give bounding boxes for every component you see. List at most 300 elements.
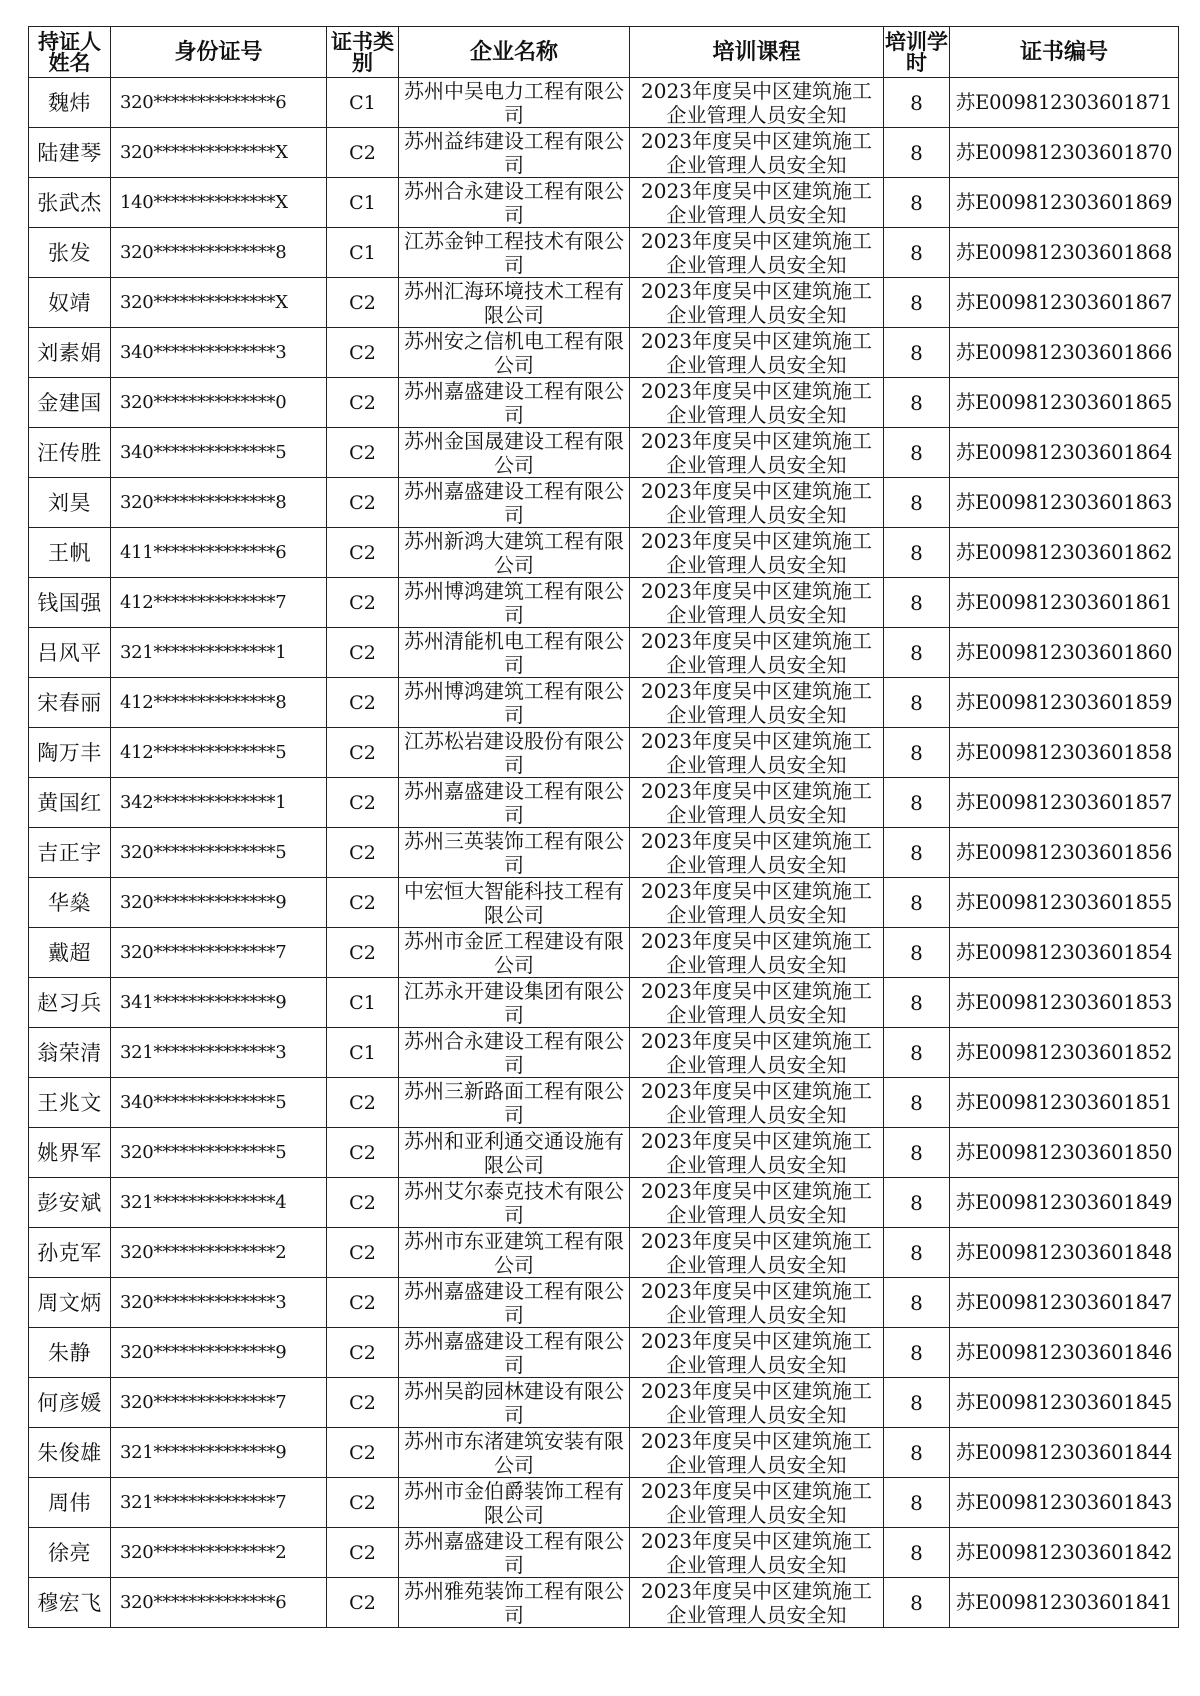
id-number-cell: 321**************9 — [111, 1428, 327, 1478]
cert-class-cell: C2 — [327, 1078, 399, 1128]
company-cell — [399, 528, 630, 578]
course-cell — [630, 378, 884, 428]
company-text: 苏州中吴电力工程有限公司 — [404, 79, 624, 127]
course-text: 2023年度吴中区建筑施工企业管理人员安全知 — [641, 1179, 872, 1227]
hours-cell: 8 — [884, 1378, 950, 1428]
course-text: 2023年度吴中区建筑施工企业管理人员安全知 — [641, 379, 872, 427]
company-cell — [399, 1578, 630, 1628]
id-number-cell: 320**************3 — [111, 1278, 327, 1328]
company-cell — [399, 878, 630, 928]
course-text: 2023年度吴中区建筑施工企业管理人员安全知 — [641, 1479, 872, 1527]
course-text: 2023年度吴中区建筑施工企业管理人员安全知 — [641, 1279, 872, 1327]
hours-cell: 8 — [884, 1528, 950, 1578]
company-text: 江苏永开建设集团有限公司 — [404, 979, 624, 1027]
header-cert-class: 证书类别 — [327, 27, 399, 78]
hours-cell: 8 — [884, 728, 950, 778]
course-cell — [630, 1478, 884, 1528]
cert-class-cell: C2 — [327, 1328, 399, 1378]
company-text: 江苏金钟工程技术有限公司 — [404, 229, 624, 277]
company-cell — [399, 578, 630, 628]
company-text: 苏州吴韵园林建设有限公司 — [404, 1379, 624, 1427]
cert-number-cell: 苏E009812303601861 — [950, 578, 1179, 628]
hours-cell: 8 — [884, 978, 950, 1028]
cert-number-cell: 苏E009812303601843 — [950, 1478, 1179, 1528]
table-row — [29, 1178, 1179, 1228]
company-cell — [399, 278, 630, 328]
cert-class-cell: C2 — [327, 1128, 399, 1178]
hours-cell: 8 — [884, 228, 950, 278]
table-row — [29, 1428, 1179, 1478]
holder-name-cell: 徐亮 — [29, 1528, 111, 1578]
table-row — [29, 428, 1179, 478]
company-text: 苏州益纬建设工程有限公司 — [404, 129, 624, 177]
cert-number-cell: 苏E009812303601852 — [950, 1028, 1179, 1078]
company-text: 苏州嘉盛建设工程有限公司 — [404, 779, 624, 827]
company-text: 苏州市东渚建筑安装有限公司 — [404, 1429, 624, 1477]
hours-cell: 8 — [884, 1178, 950, 1228]
holder-name-cell: 朱静 — [29, 1328, 111, 1378]
cert-class-cell: C2 — [327, 1478, 399, 1528]
id-number-cell: 340**************5 — [111, 1078, 327, 1128]
cert-number-cell: 苏E009812303601845 — [950, 1378, 1179, 1428]
id-number-cell: 321**************7 — [111, 1478, 327, 1528]
hours-cell: 8 — [884, 628, 950, 678]
cert-number-cell: 苏E009812303601849 — [950, 1178, 1179, 1228]
course-cell — [630, 128, 884, 178]
table-row — [29, 1228, 1179, 1278]
cert-number-cell: 苏E009812303601863 — [950, 478, 1179, 528]
course-text: 2023年度吴中区建筑施工企业管理人员安全知 — [641, 1029, 872, 1077]
hours-cell: 8 — [884, 378, 950, 428]
table-row — [29, 1578, 1179, 1628]
id-number-cell: 412**************5 — [111, 728, 327, 778]
course-cell — [630, 278, 884, 328]
header-row — [29, 27, 1179, 78]
holder-name-cell: 宋春丽 — [29, 678, 111, 728]
course-cell — [630, 1228, 884, 1278]
course-text: 2023年度吴中区建筑施工企业管理人员安全知 — [641, 829, 872, 877]
course-cell — [630, 878, 884, 928]
id-number-cell: 320**************8 — [111, 478, 327, 528]
company-text: 苏州合永建设工程有限公司 — [404, 1029, 624, 1077]
company-cell — [399, 178, 630, 228]
course-text: 2023年度吴中区建筑施工企业管理人员安全知 — [641, 679, 872, 727]
id-number-cell: 320**************5 — [111, 1128, 327, 1178]
company-cell — [399, 1028, 630, 1078]
cert-number-cell: 苏E009812303601854 — [950, 928, 1179, 978]
company-text: 苏州雅苑装饰工程有限公司 — [404, 1579, 624, 1627]
cert-class-cell: C2 — [327, 1278, 399, 1328]
holder-name-cell: 钱国强 — [29, 578, 111, 628]
id-number-cell: 341**************9 — [111, 978, 327, 1028]
table-row — [29, 728, 1179, 778]
cert-number-cell: 苏E009812303601855 — [950, 878, 1179, 928]
holder-name-cell: 吉正宇 — [29, 828, 111, 878]
holder-name-cell: 魏炜 — [29, 78, 111, 128]
id-number-cell: 320**************9 — [111, 1328, 327, 1378]
holder-name-cell: 张发 — [29, 228, 111, 278]
holder-name-cell: 华燊 — [29, 878, 111, 928]
table-row — [29, 678, 1179, 728]
id-number-cell: 340**************5 — [111, 428, 327, 478]
course-cell — [630, 228, 884, 278]
table-row — [29, 578, 1179, 628]
course-cell — [630, 1428, 884, 1478]
table-row — [29, 1078, 1179, 1128]
cert-class-cell: C2 — [327, 1428, 399, 1478]
company-cell — [399, 1478, 630, 1528]
id-number-cell: 320**************X — [111, 128, 327, 178]
header-course: 培训课程 — [630, 27, 884, 78]
company-cell — [399, 778, 630, 828]
id-number-cell: 321**************1 — [111, 628, 327, 678]
cert-number-cell: 苏E009812303601864 — [950, 428, 1179, 478]
id-number-cell: 320**************9 — [111, 878, 327, 928]
table-row — [29, 1528, 1179, 1578]
course-cell — [630, 828, 884, 878]
course-text: 2023年度吴中区建筑施工企业管理人员安全知 — [641, 1229, 872, 1277]
cert-class-cell: C2 — [327, 1528, 399, 1578]
cert-number-cell: 苏E009812303601870 — [950, 128, 1179, 178]
course-text: 2023年度吴中区建筑施工企业管理人员安全知 — [641, 129, 872, 177]
table-row — [29, 928, 1179, 978]
course-cell — [630, 678, 884, 728]
cert-number-cell: 苏E009812303601858 — [950, 728, 1179, 778]
course-text: 2023年度吴中区建筑施工企业管理人员安全知 — [641, 229, 872, 277]
table-row — [29, 1378, 1179, 1428]
course-text: 2023年度吴中区建筑施工企业管理人员安全知 — [641, 529, 872, 577]
holder-name-cell: 王兆文 — [29, 1078, 111, 1128]
cert-number-cell: 苏E009812303601865 — [950, 378, 1179, 428]
course-text: 2023年度吴中区建筑施工企业管理人员安全知 — [641, 1379, 872, 1427]
company-cell — [399, 478, 630, 528]
cert-class-cell: C2 — [327, 1228, 399, 1278]
header-id-number: 身份证号 — [111, 27, 327, 78]
cert-class-cell: C2 — [327, 828, 399, 878]
id-number-cell: 320**************2 — [111, 1528, 327, 1578]
company-cell — [399, 328, 630, 378]
company-text: 苏州金国晟建设工程有限公司 — [404, 429, 624, 477]
company-cell — [399, 1378, 630, 1428]
cert-number-cell: 苏E009812303601844 — [950, 1428, 1179, 1478]
course-cell — [630, 1128, 884, 1178]
cert-number-cell: 苏E009812303601841 — [950, 1578, 1179, 1628]
hours-cell: 8 — [884, 1278, 950, 1328]
company-cell — [399, 428, 630, 478]
cert-class-cell: C1 — [327, 78, 399, 128]
company-cell — [399, 378, 630, 428]
course-cell — [630, 978, 884, 1028]
hours-cell: 8 — [884, 328, 950, 378]
course-text: 2023年度吴中区建筑施工企业管理人员安全知 — [641, 579, 872, 627]
course-cell — [630, 778, 884, 828]
company-cell — [399, 1078, 630, 1128]
cert-class-cell: C1 — [327, 228, 399, 278]
cert-class-cell: C2 — [327, 678, 399, 728]
company-text: 苏州嘉盛建设工程有限公司 — [404, 1329, 624, 1377]
course-cell — [630, 1278, 884, 1328]
holder-name-cell: 周文炳 — [29, 1278, 111, 1328]
company-text: 苏州博鸿建筑工程有限公司 — [404, 679, 624, 727]
course-cell — [630, 178, 884, 228]
hours-cell: 8 — [884, 78, 950, 128]
holder-name-cell: 朱俊雄 — [29, 1428, 111, 1478]
holder-name-cell: 奴靖 — [29, 278, 111, 328]
cert-class-cell: C2 — [327, 128, 399, 178]
hours-cell: 8 — [884, 1128, 950, 1178]
cert-class-cell: C2 — [327, 528, 399, 578]
company-text: 苏州博鸿建筑工程有限公司 — [404, 579, 624, 627]
holder-name-cell: 穆宏飞 — [29, 1578, 111, 1628]
hours-cell: 8 — [884, 1478, 950, 1528]
course-cell — [630, 78, 884, 128]
course-text: 2023年度吴中区建筑施工企业管理人员安全知 — [641, 1429, 872, 1477]
header-cert-number: 证书编号 — [950, 27, 1179, 78]
cert-class-cell: C2 — [327, 1578, 399, 1628]
table-row — [29, 328, 1179, 378]
holder-name-cell: 戴超 — [29, 928, 111, 978]
course-text: 2023年度吴中区建筑施工企业管理人员安全知 — [641, 779, 872, 827]
company-text: 苏州艾尔泰克技术有限公司 — [404, 1179, 624, 1227]
hours-cell: 8 — [884, 1578, 950, 1628]
holder-name-cell: 翁荣清 — [29, 1028, 111, 1078]
company-cell — [399, 1528, 630, 1578]
cert-number-cell: 苏E009812303601862 — [950, 528, 1179, 578]
course-cell — [630, 1578, 884, 1628]
course-text: 2023年度吴中区建筑施工企业管理人员安全知 — [641, 929, 872, 977]
cert-class-cell: C2 — [327, 878, 399, 928]
course-cell — [630, 328, 884, 378]
cert-class-cell: C2 — [327, 1178, 399, 1228]
cert-class-cell: C2 — [327, 728, 399, 778]
cert-number-cell: 苏E009812303601866 — [950, 328, 1179, 378]
cert-number-cell: 苏E009812303601851 — [950, 1078, 1179, 1128]
holder-name-cell: 姚界军 — [29, 1128, 111, 1178]
company-cell — [399, 128, 630, 178]
table-row — [29, 478, 1179, 528]
cert-number-cell: 苏E009812303601867 — [950, 278, 1179, 328]
company-text: 苏州嘉盛建设工程有限公司 — [404, 479, 624, 527]
company-cell — [399, 1128, 630, 1178]
company-cell — [399, 928, 630, 978]
course-cell — [630, 628, 884, 678]
id-number-cell: 321**************3 — [111, 1028, 327, 1078]
hours-cell: 8 — [884, 478, 950, 528]
id-number-cell: 320**************7 — [111, 1378, 327, 1428]
course-cell — [630, 428, 884, 478]
table-row — [29, 378, 1179, 428]
table-row — [29, 828, 1179, 878]
company-cell — [399, 1428, 630, 1478]
holder-name-cell: 何彦媛 — [29, 1378, 111, 1428]
id-number-cell: 412**************7 — [111, 578, 327, 628]
hours-cell: 8 — [884, 128, 950, 178]
hours-cell: 8 — [884, 828, 950, 878]
hours-cell: 8 — [884, 578, 950, 628]
cert-number-cell: 苏E009812303601868 — [950, 228, 1179, 278]
cert-number-cell: 苏E009812303601871 — [950, 78, 1179, 128]
company-text: 苏州三英装饰工程有限公司 — [404, 829, 624, 877]
course-text: 2023年度吴中区建筑施工企业管理人员安全知 — [641, 979, 872, 1027]
certificate-list-sheet — [28, 26, 1178, 1646]
company-text: 苏州汇海环境技术工程有限公司 — [404, 279, 624, 327]
holder-name-cell: 刘昊 — [29, 478, 111, 528]
company-cell — [399, 628, 630, 678]
cert-number-cell: 苏E009812303601850 — [950, 1128, 1179, 1178]
course-text: 2023年度吴中区建筑施工企业管理人员安全知 — [641, 729, 872, 777]
cert-number-cell: 苏E009812303601847 — [950, 1278, 1179, 1328]
course-text: 2023年度吴中区建筑施工企业管理人员安全知 — [641, 479, 872, 527]
company-cell — [399, 1278, 630, 1328]
holder-name-cell: 周伟 — [29, 1478, 111, 1528]
course-cell — [630, 1078, 884, 1128]
table-row — [29, 778, 1179, 828]
table-row — [29, 1128, 1179, 1178]
table-row — [29, 878, 1179, 928]
id-number-cell: 340**************3 — [111, 328, 327, 378]
holder-name-cell: 赵习兵 — [29, 978, 111, 1028]
cert-class-cell: C2 — [327, 1378, 399, 1428]
course-cell — [630, 1528, 884, 1578]
id-number-cell: 320**************5 — [111, 828, 327, 878]
hours-cell: 8 — [884, 1328, 950, 1378]
table-row — [29, 278, 1179, 328]
id-number-cell: 320**************0 — [111, 378, 327, 428]
id-number-cell: 321**************4 — [111, 1178, 327, 1228]
company-text: 苏州嘉盛建设工程有限公司 — [404, 379, 624, 427]
cert-class-cell: C1 — [327, 178, 399, 228]
cert-number-cell: 苏E009812303601848 — [950, 1228, 1179, 1278]
company-text: 苏州新鸿大建筑工程有限公司 — [404, 529, 624, 577]
hours-cell: 8 — [884, 1428, 950, 1478]
course-text: 2023年度吴中区建筑施工企业管理人员安全知 — [641, 79, 872, 127]
cert-number-cell: 苏E009812303601860 — [950, 628, 1179, 678]
company-text: 苏州市东亚建筑工程有限公司 — [404, 1229, 624, 1277]
hours-cell: 8 — [884, 1228, 950, 1278]
hours-cell: 8 — [884, 1078, 950, 1128]
course-text: 2023年度吴中区建筑施工企业管理人员安全知 — [641, 1529, 872, 1577]
company-text: 苏州嘉盛建设工程有限公司 — [404, 1529, 624, 1577]
holder-name-cell: 刘素娟 — [29, 328, 111, 378]
company-text: 苏州市金伯爵装饰工程有限公司 — [404, 1479, 624, 1527]
id-number-cell: 412**************8 — [111, 678, 327, 728]
table-row — [29, 78, 1179, 128]
course-text: 2023年度吴中区建筑施工企业管理人员安全知 — [641, 1329, 872, 1377]
company-cell — [399, 1228, 630, 1278]
company-text: 苏州安之信机电工程有限公司 — [404, 329, 624, 377]
course-text: 2023年度吴中区建筑施工企业管理人员安全知 — [641, 329, 872, 377]
company-cell — [399, 728, 630, 778]
table-row — [29, 628, 1179, 678]
course-cell — [630, 928, 884, 978]
cert-class-cell: C1 — [327, 978, 399, 1028]
table-row — [29, 128, 1179, 178]
course-text: 2023年度吴中区建筑施工企业管理人员安全知 — [641, 179, 872, 227]
course-text: 2023年度吴中区建筑施工企业管理人员安全知 — [641, 1579, 872, 1627]
course-cell — [630, 528, 884, 578]
company-text: 中宏恒大智能科技工程有限公司 — [404, 879, 624, 927]
course-text: 2023年度吴中区建筑施工企业管理人员安全知 — [641, 429, 872, 477]
hours-cell: 8 — [884, 928, 950, 978]
holder-name-cell: 陶万丰 — [29, 728, 111, 778]
company-cell — [399, 1328, 630, 1378]
cert-number-cell: 苏E009812303601859 — [950, 678, 1179, 728]
cert-class-cell: C2 — [327, 428, 399, 478]
course-text: 2023年度吴中区建筑施工企业管理人员安全知 — [641, 879, 872, 927]
holder-name-cell: 汪传胜 — [29, 428, 111, 478]
header-hours: 培训学时 — [884, 27, 950, 78]
cert-class-cell: C2 — [327, 928, 399, 978]
holder-name-cell: 黄国红 — [29, 778, 111, 828]
course-cell — [630, 1178, 884, 1228]
cert-class-cell: C1 — [327, 1028, 399, 1078]
cert-class-cell: C2 — [327, 578, 399, 628]
company-text: 苏州清能机电工程有限公司 — [404, 629, 624, 677]
company-text: 苏州合永建设工程有限公司 — [404, 179, 624, 227]
hours-cell: 8 — [884, 178, 950, 228]
hours-cell: 8 — [884, 278, 950, 328]
course-text: 2023年度吴中区建筑施工企业管理人员安全知 — [641, 629, 872, 677]
table-row — [29, 978, 1179, 1028]
company-text: 苏州市金匠工程建设有限公司 — [404, 929, 624, 977]
id-number-cell: 342**************1 — [111, 778, 327, 828]
course-cell — [630, 1378, 884, 1428]
id-number-cell: 320**************8 — [111, 228, 327, 278]
company-cell — [399, 978, 630, 1028]
table-row — [29, 1328, 1179, 1378]
holder-name-cell: 孙克军 — [29, 1228, 111, 1278]
id-number-cell: 140**************X — [111, 178, 327, 228]
id-number-cell: 320**************6 — [111, 1578, 327, 1628]
hours-cell: 8 — [884, 878, 950, 928]
hours-cell: 8 — [884, 428, 950, 478]
table-row — [29, 178, 1179, 228]
certificate-table — [28, 26, 1179, 1628]
cert-class-cell: C2 — [327, 628, 399, 678]
cert-number-cell: 苏E009812303601856 — [950, 828, 1179, 878]
course-text: 2023年度吴中区建筑施工企业管理人员安全知 — [641, 1129, 872, 1177]
cert-class-cell: C2 — [327, 478, 399, 528]
cert-class-cell: C2 — [327, 278, 399, 328]
company-cell — [399, 828, 630, 878]
table-row — [29, 1478, 1179, 1528]
table-row — [29, 528, 1179, 578]
company-cell — [399, 228, 630, 278]
cert-number-cell: 苏E009812303601857 — [950, 778, 1179, 828]
course-cell — [630, 478, 884, 528]
holder-name-cell: 王帆 — [29, 528, 111, 578]
id-number-cell: 320**************6 — [111, 78, 327, 128]
cert-number-cell: 苏E009812303601853 — [950, 978, 1179, 1028]
cert-class-cell: C2 — [327, 378, 399, 428]
table-row — [29, 1278, 1179, 1328]
cert-class-cell: C2 — [327, 778, 399, 828]
company-text: 苏州嘉盛建设工程有限公司 — [404, 1279, 624, 1327]
course-cell — [630, 578, 884, 628]
id-number-cell: 411**************6 — [111, 528, 327, 578]
course-cell — [630, 1028, 884, 1078]
cert-number-cell: 苏E009812303601846 — [950, 1328, 1179, 1378]
id-number-cell: 320**************2 — [111, 1228, 327, 1278]
table-row — [29, 1028, 1179, 1078]
cert-class-cell: C2 — [327, 328, 399, 378]
table-row — [29, 228, 1179, 278]
company-cell — [399, 78, 630, 128]
header-company: 企业名称 — [399, 27, 630, 78]
header-holder-name: 持证人姓名 — [29, 27, 111, 78]
hours-cell: 8 — [884, 528, 950, 578]
course-text: 2023年度吴中区建筑施工企业管理人员安全知 — [641, 1079, 872, 1127]
